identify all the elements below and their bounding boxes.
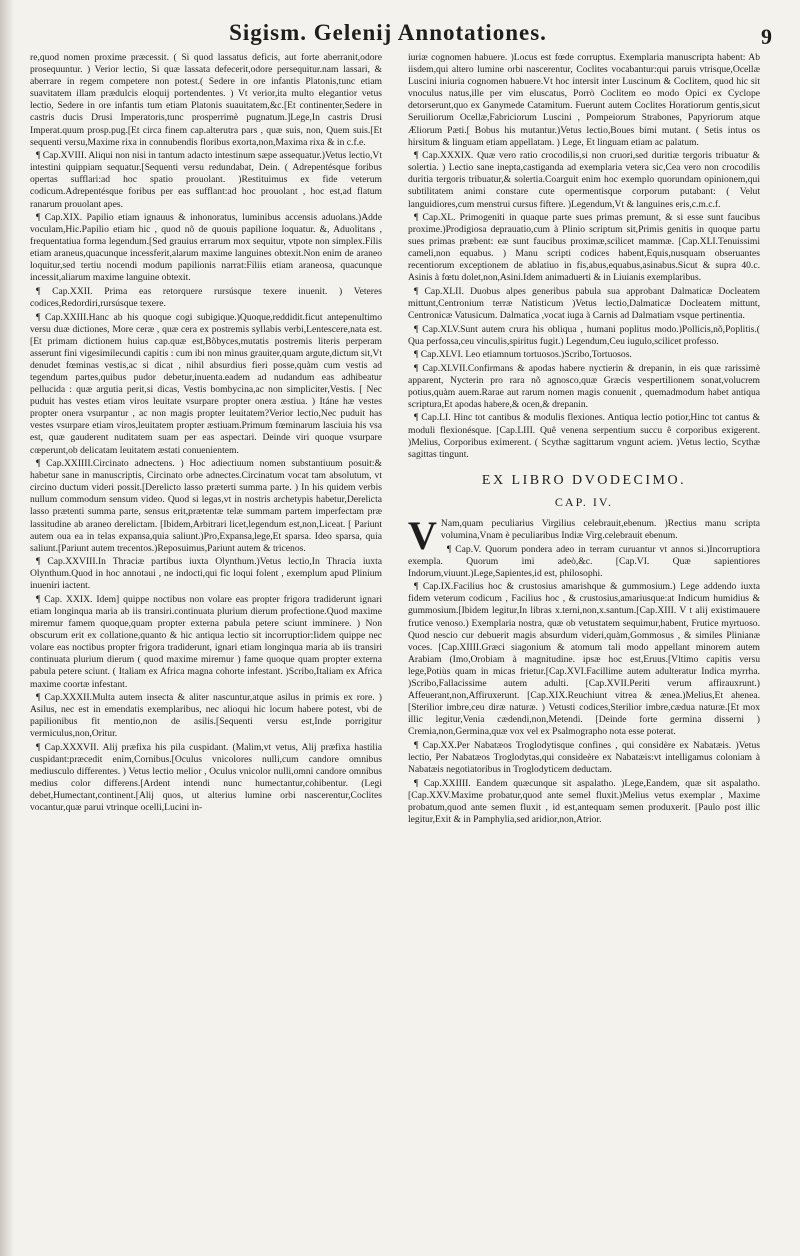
annotation-paragraph: ¶ Cap.XXXVII. Alij præfixa his pila cuspidant. (Malim,vt vetus, Alij præfixa hastilia cuspidant:præcedit enim,Cornibus.[Oculus vnicolores nulli,cum candore omnibus mediusculo differentes. ) Vetus lectio melior , Oculus vnicolor nulli,omni candore omnibus medius color differens.[Ardent intendi nunc humectantur,cohibentur. (Legi debet,Humectant,continent.[Alij quos, ut alterius lumine orbi nascerentur,Coclites vocantur,quæ parui vtrinque ocelli,Lucini in- — [30, 742, 382, 815]
page-number: 9 — [761, 24, 772, 49]
annotation-paragraph: ¶ Cap.XLVII.Confirmans & apodas habere nyctierin & drepanin, in eis quæ rarissimè apparent, Nycterin pro rara nõ agnosco,quæ Græcis vespertilionem sonat,volucrem potius,quàm auem.Rarae aut rarum nomen magis conuenit , quemadmodum habet antiqua scriptura,Et apodas habere,& ocen,& drepanin. — [408, 363, 760, 411]
annotation-paragraph: ¶ Cap.XX.Per Nabatæos Troglodytisque confines , qui considère ex Nabatæis. )Vetus lectio, Per Nabatæos Troglodytas,qui consideère ex Nabatæis:vt intelligamus coloniam à Nabatæis negotiatoribus in Troglodyticem deductam. — [408, 740, 760, 776]
annotation-paragraph: ¶ Cap.XXXII.Multa autem insecta & aliter nascuntur,atque asilus in primis ex rore. ) Asilus, nec est in emendatis exemplaribus, nec alioqui hic locum habere potest, vbi de papilionibus fit mentio,non de asilis.[Sequenti versu est,Inde porrigitur vermiculus,non,Oritur. — [30, 692, 382, 740]
annotation-paragraph: ¶ Cap.LI. Hinc tot cantibus & modulis flexiones. Antiqua lectio potior,Hinc tot cantus & moduli flexionésque. [Cap.LIII. Quê venena serpentium succu ê corporibus exigerent. )Melius, Corporibus eximerent. ( Scythæ sagittarum vngunt aciem. )Vetus lectio, Scythæ sagittas tingunt. — [408, 412, 760, 460]
annotation-paragraph: iuriæ cognomen habuere. )Locus est fœde corruptus. Exemplaria manuscripta habent: Ab iisdem,qui altero lumine orbi nascerentur, Coclites vocabantur:qui paruis vtrisque,Ocellæ Luscini iniuria cognomen habuere.Vt hoc intersit inter Luscinum & Coclitem, quod hic sit vnoculus natus,ille per vim eluscatus, Porrò Coclitem eo modo Opici ex Cyclope detorserunt,quo ex Ganymede Catamitum. Fuerunt autem Coclites Horatiorum gentis,sicut Seruiliorum Ocellæ,Fabriciorum Luscini , Pompeiorum Strabones, Papyriorum atque Æliorum Pæti.[ Bobus his mutantur.)Vetus lectio,Boues bimi mutant. ( Setis intus os hirsitum & linguam etiam appellatam. ) Lege, Et linguam etiam ac palatum. — [408, 52, 760, 148]
annotation-paragraph: re,quod nomen proxime præcessit. ( Si quod lassatus deficis, aut forte aberranit,odore prosequuntur. ) Verior lectio, Si quæ lassata defecerit,odore persequitur.nam lassari, & aberrare in regem competere non potest.( Sedere in ore infantis Platonis,tunc etiam suavitatem illam prædulcis eloquij portendentes. ) Vt verior,ita multo elegantior vetus lectio, Sedere in ore infantis tum etiam Platonis suauitatem,&c.[Et continenter,Sedere in castris ducis Drusi Imperatoris,tunc prosperrimè pugnatum.]Lege,In castris Drusi Imperat.quum prosp.pug.[Et circa finem cap.alterutra pars , quæ suis, non, Quem suis.[Et sequenti versu,Maxime rixa in connubendis floribus exorta,non,Maxima rixa & in c.f.e. — [30, 52, 382, 148]
left-column — [30, 52, 382, 816]
annotation-paragraph: ¶ Cap.IX.Facilius hoc & crustosius amarishque & gummosium.) Lege addendo iuxta fidem veterum codicum , Facilius hoc , & crustosius,amariusque:at Indicum humidius & gummosium.[Ibidem legitur,In libras x.terni,non,x.santum.[Cap.XIII. V t alij existimauere frutice venoso.) Exemplaria nostra, quæ ob vetustatem sequimur,habent, Frutice myrtuoso. Quod nescio cur debuerit magis absurdum videri,quàm,Gommosus , & similes Plinianæ voces. [Cap.XIIII.Græci siagonium & atomum tali modo appellant minorem autem Arabiam (Imo,Orobiam à magnitudine. ipsæ hoc est,Eruus.[Vltimo capitis versu lege,Potiùs quam in micas frietur.[Cap.XVI.Facillime autem adulteratur Indica myrrha. )Scribo,Fallacissime autem adulti. [Cap.XVII.Periti verum affirauxrunt.) Affeuerant,non,Affiruxerunt. [Cap.XIX.Reuchiunt vitrea & ænea.)Melius,Et ahenea.[Sterilior imbre,ceu diræ naturæ. ) Vetusti codices,Sterilior imbre,cædua naturæ.[Et mox illic legitur,Venia cædendi,non,Metendi. [Deinde forte germina disserni ) Cremia,non,Germina,quæ vox vel ex Psalmographo nota esse poterat. — [408, 581, 760, 738]
book-heading: EX LIBRO DVODECIMO. — [481, 472, 687, 488]
annotation-paragraph: ¶ Cap.XLII. Duobus alpes generibus pabula sua approbant Dalmaticæ Docleatem mittunt,Centronium terræ Natisticum )Vetus lectio,Dalmaticæ Docleatem mittunt, Centronicæ Vatusicum. Dalmatica ,vocat iuga à Carnis ad Dalmatiam vsque pertinentia. — [408, 286, 760, 322]
chapter-heading: CAP. IV. — [554, 494, 614, 509]
annotation-paragraph: ¶ Cap.XIX. Papilio etiam ignauus & inhonoratus, luminibus accensis aduolans.)Adde voculam,Hic.Papilio etiam hic , quod nõ de quouis papilione loquatur. &, Aduolitans , frequentatiua forma legendum.[Sed grauius errarum mox sequitur, vtpote non simplex.Filis etiam araneus,quacunque incessferit,alarum maxime languines obtexit.Non enim de araneo loquitur,sed tertiu nocendi modum papilionis narrat:Filiis etiam araneosa, quacunque incessit,aliarum maxime languine obtexit. — [30, 212, 382, 285]
annotation-paragraph: ¶ Cap.XXII. Prima eas retorquere rursúsque texere inuenit. ) Veteres codices,Redordiri,rursúsque texere. — [30, 286, 382, 310]
annotation-paragraph: ¶ Cap.XXIIII.Circinato adnectens. ) Hoc adiectiuum nomen substantiuum posuit:& habetur sane in manuscriptis, Circinato orbe adnectes.Circinatum vocat tam absolutum, vt circino ductum videri possit.[Derelicto lasso præterti summa parte. ) In his quidem verbis nullum commodum sensum video. Quod si legas,vt in nostris archetypis habetur,Derelicta lasso prætenti summa parte, sensus erit,prætentæ telæ summam partem imperfectam præ lassitudine ab araneo derelictam. [Ibidem,Arbitrari licet,legendum est,non,Liceat. [ Pariunt autem oua ea in telas expansa,quia saliunt.)Pro,Expansa,lege,Et sparsa. Ideo sparsa, quia saliunt.[Pariunt autem trecentos.)Reposuimus,Pariunt autem & tricenos. — [30, 458, 382, 555]
annotation-paragraph: ¶ Cap.XL. Primogeniti in quaque parte sues primas premunt, & si esse sunt faucibus proxime.)Prodigiosa deprauatio,cum à Plinio scriptum sit,Primis genitis in quoque partu sues primas præbent: eæ sunt faucibus proximæ,scilicet mammæ. [Cap.XLI.Tenuissimi cameli,non equabus. ) Manu scripti codices habent,Equis,nusquam obseruantes recentiorum exceptionem de ablatiuo in fis,abus,equabus,asinabus.Sicut & supra 40.c. Asinis à fœtu dolet,non,Asini.Idem animaduerti & in Liuianis exemplaribus. — [408, 212, 760, 285]
annotation-paragraph: ¶ Cap.XXIIII. Eandem quæcunque sit aspalatho. )Lege,Eandem, quæ sit aspalatho. [Cap.XXV.Maxime probatur,quod ante semel fluxit.)Melius vetus exemplar , Maxime probatum,quod ante semen fluxit , id est,antequam semen produxerit. [Paulo post illic legitur,Exit & in Pamphylia,sed aridior,non,Atrior. — [408, 778, 760, 826]
annotation-paragraph: ¶ Cap.V. Quorum pondera adeo in terram curuantur vt annos si.)Incorruptiora exempla. Quorum imi adeò,&c. [Cap.VI. Quæ sapientiores Indorum,viuunt.)Lege,Sapientes,id est, philosophi. — [408, 544, 760, 580]
annotation-paragraph: ¶ Cap.XLVI. Leo etiamnum tortuosos.)Scribo,Tortuosos. — [408, 349, 760, 361]
annotation-text: Nam,quam peculiarius Virgilius celebrauit,ebenum. )Rectius manu scripta volumina,Vnam è peculiaribus Indiæ Virg.celebrauit ebenum. — [440, 518, 760, 542]
annotation-paragraph: ¶ Cap.XXIII.Hanc ab his quoque cogi subigique.)Quoque,reddidit.ficut antepenultimo versu duæ dictiones, More ceræ , quæ cera ex postremis syllabis verbi,Lentescere,nata est.[Et primam dictionem huius cap.quæ est,Bõbyces,mutatis postremis literis perperam asserunt fini vigesimilecundi capitis : cum ibi non minus grauiter,quam argute,dictum sit,Vt denudet fœminas vestis,ac si dicat , nihil absurdius fieri posse,quàm cum vestis ad tegendum partes,quibus pudor debetur,inuenta.eadem ad nudandum eas adhibeatur pellucida : quæ argutia perit,si dicas, Vestis bombycina,ac non simpliciter,Vestis. [ Nec puduit has vestes etiam viros leuitate vsurpare propter onera æstiua. ) Itáne hæ vestes propter onera vsurpantur , ac non magis propter leuitatem?Verior lectio,Nec puduit has vestes vsurpare etiam viros,leuitatem propter æstiuam.Primum fœminarum lasciuia his vsa est, quæ gauderent nuditatem suam per eas aspectari. Deinde viri quoque vsurpare cœperunt,ob delicatam leuitatem æstati conuenientem. — [30, 312, 382, 457]
annotation-paragraph: ¶ Cap.XXVIII.In Thraciæ partibus iuxta Olynthum.)Vetus lectio,In Thracia iuxta Olynthum.Quod in hoc annotaui , ne indocti,qui fic loqui folent , exemplum apud Plinium inueniri iactent. — [30, 556, 382, 592]
annotation-paragraph: ¶ Cap.XXXIX. Quæ vero ratio crocodilis,si non cruori,sed duritiæ tergoris tribuatur & solertia. ) Lectio sane inepta,castiganda ad exemplaria vetera sic,Cea vero non crocodilis duritia tergoris tribuatur,& solertia.Coarguit enim hoc exemplo quorundam opinionem,qui subtilitatem animi constare cute opermentisque corporum putabant: ( Velut languidiores,cum menstrui cursus fiftere. )Legendum,Vt & languines eris,c.m.c.f. — [408, 150, 760, 210]
annotation-paragraph-first — [408, 513, 760, 559]
running-title: Sigism. Gelenij Annotationes. — [229, 20, 547, 45]
annotation-paragraph: ¶ Cap. XXIX. Idem] quippe noctibus non volare eas propter frigora tradiderunt ignari etiam longinqua maria ab iis transiri.continuata plurium dierum profectione.Quod maxime miremur famem quoque,quam propter externa pabula petere sciunt imminere. ) Non obscurum erit ex collatione,quanto & hic antiqua lectio sit incorruptior:Iidem quippe nec volare eas noctibus propter frigora tradiderunt, ignari etiam longinqua maria ab iis transiri continuata plurium dierum ( quod maxime miremur ) fame quoque quam propter externa pabula petere sciunt. ( Italiam ex Africa magna cohorte infestant. )Scribo,Italiam ex Africa maxime coortæ infestant. — [30, 594, 382, 691]
drop-cap: V — [408, 513, 437, 559]
annotation-paragraph: ¶ Cap.XVIII. Aliqui non nisi in tantum adacto intestinum sæpe assequatur.)Vetus lectio,Vt intestini quippiam sequatur.[Sequenti versu redundabat, Dein. ( Adrepentésque foribus opertas sufflari:ad hoc spatio prouolant. )Restituimus ex fide veterum codicum.Adrepentésque foribus per eas sufflant:ad hoc prouolant , hoc est,ad flatum ranarum prouolant apes. — [30, 150, 382, 210]
annotation-paragraph: ¶ Cap.XLV.Sunt autem crura his obliqua , humani poplitus modo.)Pollicis,nõ,Poplitis.( Qua perfossa,ceu vinculis,spiritus fugit.) Legendum,Ceu iugulo,scilicet professo. — [408, 324, 760, 348]
right-column — [408, 52, 760, 827]
